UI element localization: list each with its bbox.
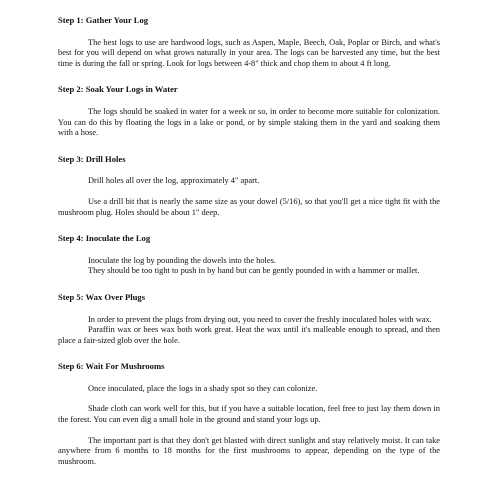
step-4-section [58,233,440,277]
step-4-paragraph-2: They should be too tight to push in by hand but can be gently pounded in with a hammer or mallet. [88,266,420,276]
step-5-heading: Step 5: Wax Over Plugs [58,291,146,302]
step-2-heading: Step 2: Soak Your Logs in Water [58,84,178,95]
step-5-paragraph-2: Paraffin wax or bees wax both work great. Heat the wax until it's malleable enough to spread, and then place a fair-sized glob over the hole. [58,325,440,345]
step-6-heading: Step 6: Wait For Mushrooms [58,361,165,372]
step-1-paragraph-1: The best logs to use are hardwood logs, such as Aspen, Maple, Beech, Oak, Poplar or Birch, and what's best for you will depend on what grows naturally in your area. The logs can be harvested any time, but the best time is during the fall or spring. Look for logs between 4-8" thick and chop them to about 4 ft long. [58,37,440,68]
step-2-paragraph-1: The logs should be soaked in water for a week or so, in order to become more suitable for colonization. You can do this by floating the logs in a lake or pond, or by simple staking them in the yard and soaking them with a hose. [58,106,440,138]
step-3-paragraph-1: Drill holes all over the log, approximately 4" apart. [88,176,260,186]
step-4-heading: Step 4: Inoculate the Log [58,233,151,244]
step-3-paragraph-2: Use a drill bit that is nearly the same size as your dowel (5/16), so that you'll get a nice tight fit with the mushroom plug. Holes should be about 1" deep. [58,196,440,217]
step-5-section [58,292,440,346]
step-6-paragraph-2: Shade cloth can work well for this, but if you have a suitable location, feel free to just lay them down in the forest. You can even dig a small hole in the ground and stand your logs up. [58,404,440,425]
step-6-paragraph-3: The important part is that they don't get blasted with direct sunlight and stay relatively moist. It can take anywhere from 6 months to 18 months for the first mushrooms to appear, depending on the type of the mushroom. [58,435,440,466]
step-6-paragraph-1: Once inoculated, place the logs in a shady spot so they can colonize. [88,383,318,393]
step-5-paragraph-1: In order to prevent the plugs from drying out, you need to cover the freshly inoculated holes with wax. [88,314,432,324]
step-6-section [58,361,440,467]
step-1-heading: Step 1: Gather Your Log [58,15,149,25]
step-3-section [58,154,440,218]
step-3-heading: Step 3: Drill Holes [58,153,126,164]
step-4-paragraph-1: Inoculate the log by pounding the dowels into the holes. [88,255,276,265]
step-2-section [58,84,440,138]
step-1-section [58,15,440,69]
document-content [58,15,440,482]
